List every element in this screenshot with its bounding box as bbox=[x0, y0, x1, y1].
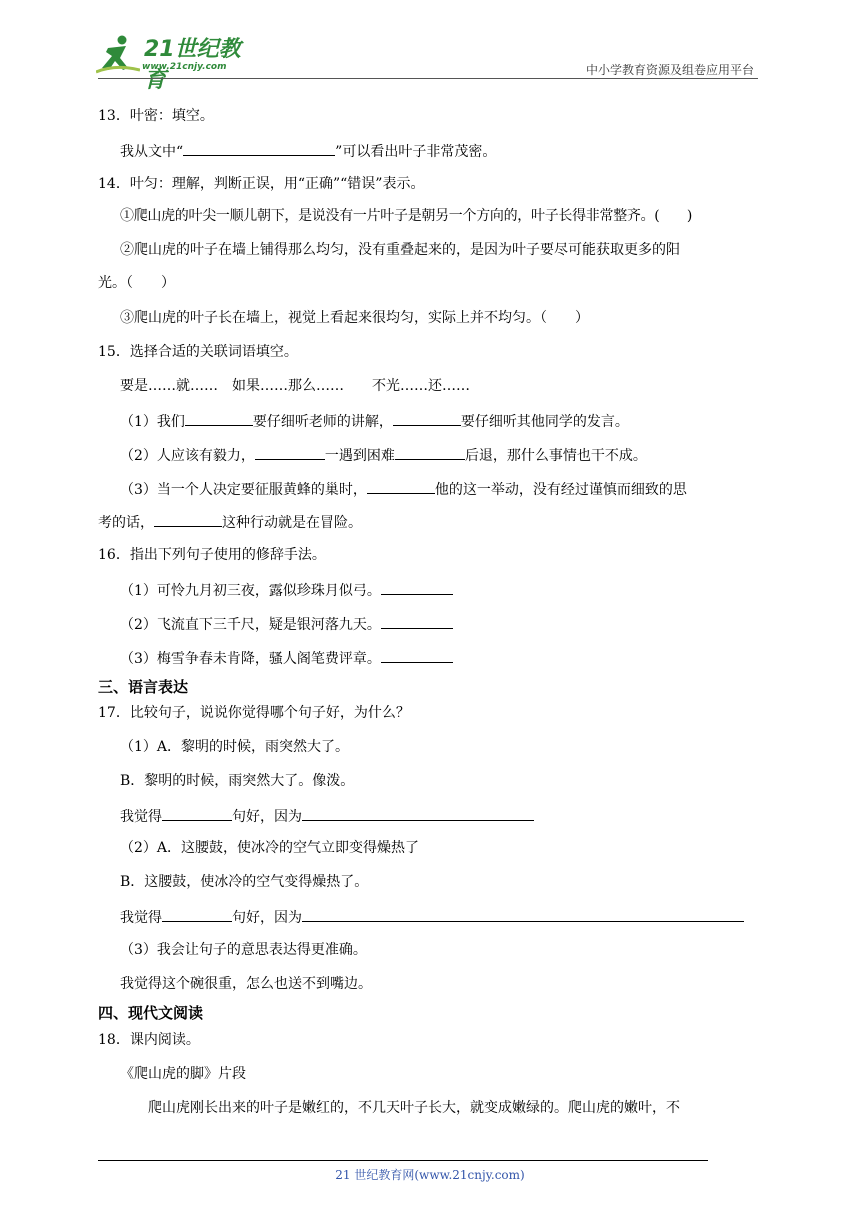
q14-statement-2-cont: 光。（ ） bbox=[98, 275, 175, 291]
q15-item-1-blank-1[interactable] bbox=[185, 411, 253, 426]
q16-item-1-text: （1）可怜九月初三夜，露似珍珠月似弓。 bbox=[120, 583, 381, 599]
runner-logo-icon bbox=[96, 34, 140, 74]
q15-item-1-part-b: 要仔细听老师的讲解， bbox=[252, 414, 393, 430]
q13-answer-blank[interactable] bbox=[183, 141, 335, 156]
q15-item-2 bbox=[120, 445, 647, 465]
q15-item-3-part-c: 考的话， bbox=[98, 515, 154, 531]
q13-title: 13．叶密：填空。 bbox=[98, 108, 214, 124]
q15-item-2-blank-2[interactable] bbox=[395, 445, 465, 460]
logo-title: 21世纪教育 bbox=[144, 37, 241, 93]
q15-item-3-part-d: 这种行动就是在冒险。 bbox=[222, 515, 362, 531]
q17-think-label-2: 我觉得 bbox=[120, 910, 162, 926]
q14-title: 14．叶匀：理解，判断正误，用“正确”“错误”表示。 bbox=[98, 176, 425, 192]
q16-item-1-blank[interactable] bbox=[381, 580, 453, 595]
q15-item-3-cont bbox=[98, 512, 362, 532]
q17-think-label-1: 我觉得 bbox=[120, 809, 162, 825]
q17-reason-blank-1[interactable] bbox=[302, 806, 534, 821]
footer-divider bbox=[98, 1160, 708, 1161]
q17-title: 17．比较句子，说说你觉得哪个句子好，为什么？ bbox=[98, 705, 410, 721]
q15-item-2-blank-1[interactable] bbox=[255, 445, 325, 460]
q16-item-3-blank[interactable] bbox=[381, 648, 453, 663]
q15-item-3-blank-2[interactable] bbox=[154, 512, 222, 527]
q15-item-2-part-a: （2）人应该有毅力， bbox=[120, 448, 255, 464]
q17-pair-2-a: （2）A．这腰鼓，使冰冷的空气立即变得燥热了 bbox=[120, 840, 420, 856]
q13-pre: 我从文中“ bbox=[120, 144, 184, 160]
q14-statement-3: ③爬山虎的叶子长在墙上，视觉上看起来很均匀，实际上并不均匀。（ ） bbox=[120, 310, 589, 326]
q17-choice-blank-1[interactable] bbox=[162, 806, 232, 821]
q17-item-3-sentence: 我觉得这个碗很重，怎么也送不到嘴边。 bbox=[120, 976, 372, 992]
q17-pair-2-answer bbox=[120, 907, 744, 927]
page-footer: 21 世纪教育网(www.21cnjy.com) bbox=[335, 1168, 525, 1182]
q15-item-2-part-c: 后退，那什么事情也干不成。 bbox=[464, 448, 647, 464]
section-3-heading: 三、语言表达 bbox=[98, 678, 189, 696]
page-header bbox=[0, 0, 860, 93]
q13-sentence bbox=[120, 141, 496, 161]
q17-because-label-2: 句好，因为 bbox=[232, 910, 302, 926]
q15-item-3 bbox=[120, 479, 687, 499]
q16-item-3 bbox=[120, 648, 453, 668]
q17-pair-1-b: B．黎明的时候，雨突然大了。像泼。 bbox=[120, 773, 355, 789]
logo-url: www.21cnjy.com bbox=[142, 62, 227, 72]
platform-label: 中小学教育资源及组卷应用平台 bbox=[585, 63, 754, 77]
q16-item-2 bbox=[120, 614, 453, 634]
q17-pair-1-a: （1）A．黎明的时候，雨突然大了。 bbox=[120, 739, 350, 755]
q16-item-2-text: （2）飞流直下三千尺，疑是银河落九天。 bbox=[120, 617, 381, 633]
q15-options: 要是……就…… 如果……那么…… 不光……还…… bbox=[120, 378, 470, 394]
header-divider bbox=[98, 78, 758, 79]
q17-item-3: （3）我会让句子的意思表达得更准确。 bbox=[120, 942, 367, 958]
q17-because-label-1: 句好，因为 bbox=[232, 809, 302, 825]
q16-item-1 bbox=[120, 580, 453, 600]
q14-statement-1: ①爬山虎的叶尖一顺儿朝下，是说没有一片叶子是朝另一个方向的，叶子长得非常整齐。( ) bbox=[120, 208, 693, 224]
q15-item-3-part-a: （3）当一个人决定要征服黄蜂的巢时， bbox=[120, 482, 367, 498]
q15-item-1 bbox=[120, 411, 629, 431]
q15-item-1-part-c: 要仔细听其他同学的发言。 bbox=[460, 414, 629, 430]
q15-item-1-blank-2[interactable] bbox=[393, 411, 461, 426]
q16-item-2-blank[interactable] bbox=[381, 614, 453, 629]
q15-title: 15．选择合适的关联词语填空。 bbox=[98, 344, 298, 360]
q15-item-3-part-b: 他的这一举动，没有经过谨慎而细致的思 bbox=[434, 482, 687, 498]
q15-item-3-blank-1[interactable] bbox=[367, 479, 435, 494]
q15-item-2-part-b: 一遇到困难 bbox=[324, 448, 395, 464]
q13-post: ”可以看出叶子非常茂密。 bbox=[335, 144, 497, 160]
q17-pair-1-answer bbox=[120, 806, 534, 826]
q18-passage-paragraph: 爬山虎刚长出来的叶子是嫩红的，不几天叶子长大，就变成嫩绿的。爬山虎的嫩叶，不 bbox=[148, 1100, 680, 1116]
q16-item-3-text: （3）梅雪争春未肯降，骚人阁笔费评章。 bbox=[120, 651, 381, 667]
site-logo bbox=[92, 30, 262, 93]
q16-title: 16．指出下列句子使用的修辞手法。 bbox=[98, 547, 326, 563]
q17-reason-blank-2[interactable] bbox=[302, 907, 744, 922]
q17-pair-2-b: B．这腰鼓，使冰冷的空气变得燥热了。 bbox=[120, 874, 369, 890]
q14-statement-2: ②爬山虎的叶子在墙上铺得那么均匀，没有重叠起来的，是因为叶子要尽可能获取更多的阳 bbox=[120, 242, 680, 258]
q18-title: 18．课内阅读。 bbox=[98, 1032, 200, 1048]
q18-passage-title: 《爬山虎的脚》片段 bbox=[120, 1066, 246, 1082]
section-4-heading: 四、现代文阅读 bbox=[98, 1004, 204, 1022]
q15-item-1-part-a: （1）我们 bbox=[120, 414, 185, 430]
q17-choice-blank-2[interactable] bbox=[162, 907, 232, 922]
